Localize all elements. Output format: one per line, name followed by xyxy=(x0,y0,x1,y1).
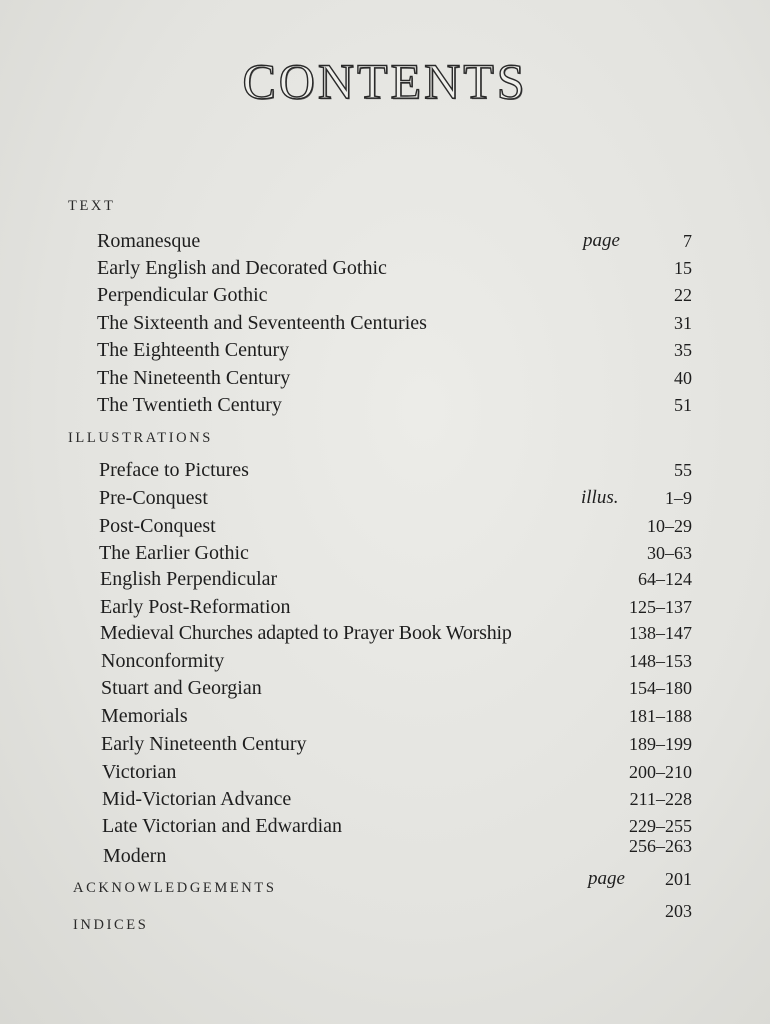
toc-entry-label: The Eighteenth Century xyxy=(97,339,290,361)
toc-entry-page: 256–263 xyxy=(629,836,692,856)
toc-entry-label: Early English and Decorated Gothic xyxy=(97,257,387,279)
toc-entry-label: Victorian xyxy=(102,761,177,783)
toc-entry-label: Late Victorian and Edwardian xyxy=(102,815,342,837)
page-marker: page xyxy=(588,868,625,889)
toc-entry-page: 138–147 xyxy=(629,623,692,643)
section-heading-text: TEXT xyxy=(68,198,116,214)
page-marker: page xyxy=(583,230,620,251)
toc-entry-page: 211–228 xyxy=(629,789,692,809)
toc-entry-label: English Perpendicular xyxy=(100,568,278,590)
toc-entry xyxy=(99,485,692,511)
toc-entry-label: Memorials xyxy=(101,705,188,727)
toc-entry xyxy=(99,513,692,539)
toc-entry-label: Medieval Churches adapted to Prayer Book Worship xyxy=(100,622,512,644)
toc-entry-page: 31 xyxy=(674,313,692,333)
toc-entry xyxy=(102,786,692,812)
toc-entry-label: The Nineteenth Century xyxy=(97,367,291,389)
section-heading-illustrations: ILLUSTRATIONS xyxy=(68,430,213,446)
toc-entry xyxy=(100,620,692,646)
toc-entry-page: 148–153 xyxy=(629,651,692,671)
illus-marker: illus. xyxy=(581,487,619,508)
toc-entry xyxy=(101,648,692,674)
toc-entry xyxy=(97,337,692,363)
toc-entry-page: 201 xyxy=(665,869,692,889)
toc-entry xyxy=(97,255,692,281)
page-title: CONTENTS xyxy=(242,53,528,109)
toc-entry xyxy=(97,228,692,254)
toc-entry-page: 229–255 xyxy=(629,816,692,836)
toc-entry-label: Nonconformity xyxy=(101,650,225,672)
toc-entry xyxy=(102,813,692,839)
toc-entry xyxy=(102,759,692,785)
toc-entry-label: The Sixteenth and Seventeenth Centuries xyxy=(97,312,427,334)
toc-entry-label: Perpendicular Gothic xyxy=(97,284,268,306)
toc-entry-page: 64–124 xyxy=(638,569,692,589)
toc-entry-page: 55 xyxy=(674,460,692,480)
toc-entry-label: The Earlier Gothic xyxy=(99,542,249,564)
toc-entry-label: Post-Conquest xyxy=(99,515,216,537)
toc-entry-label: Early Nineteenth Century xyxy=(101,733,307,755)
toc-entry-label: Romanesque xyxy=(97,230,201,252)
toc-entry-label: Preface to Pictures xyxy=(99,459,249,481)
toc-entry-label: Pre-Conquest xyxy=(99,487,208,509)
toc-entry-page: 10–29 xyxy=(647,516,692,536)
toc-entry-page: 200–210 xyxy=(629,762,692,782)
section-heading-indices: INDICES xyxy=(73,917,149,933)
indices-page-ref xyxy=(600,898,692,924)
toc-entry xyxy=(100,594,692,620)
toc-entry-page: 189–199 xyxy=(629,734,692,754)
toc-entry-label: Stuart and Georgian xyxy=(101,677,262,699)
toc-entry-page: 181–188 xyxy=(629,706,692,726)
toc-entry-label: Mid-Victorian Advance xyxy=(102,788,292,810)
toc-entry xyxy=(99,457,692,483)
toc-entry xyxy=(97,365,692,391)
toc-entry-page: 35 xyxy=(674,340,692,360)
toc-entry-label: Modern xyxy=(103,845,167,867)
toc-entry xyxy=(101,675,692,701)
toc-entry xyxy=(101,703,692,729)
toc-entry-page: 203 xyxy=(665,901,692,921)
toc-entry-label: The Twentieth Century xyxy=(97,394,282,416)
toc-entry xyxy=(97,282,692,308)
toc-entry-label: Early Post-Reformation xyxy=(100,596,291,618)
toc-entry-page: 154–180 xyxy=(629,678,692,698)
toc-entry xyxy=(97,392,692,418)
toc-entry-page: 15 xyxy=(674,258,692,278)
section-heading-acknowledgements: ACKNOWLEDGEMENTS xyxy=(73,880,277,896)
toc-entry xyxy=(97,310,692,336)
toc-entry-page: 125–137 xyxy=(629,597,692,617)
acknowledgements-page-ref xyxy=(560,866,692,892)
toc-entry-page: 1–9 xyxy=(665,488,692,508)
toc-entry-page: 40 xyxy=(674,368,692,388)
toc-entry-page: 22 xyxy=(674,285,692,305)
toc-entry-page: 30–63 xyxy=(647,543,692,563)
toc-entry xyxy=(100,566,692,592)
toc-entry-page: 51 xyxy=(674,395,692,415)
toc-entry xyxy=(99,540,692,566)
toc-entry-page: 7 xyxy=(683,231,692,251)
toc-entry xyxy=(101,731,692,757)
